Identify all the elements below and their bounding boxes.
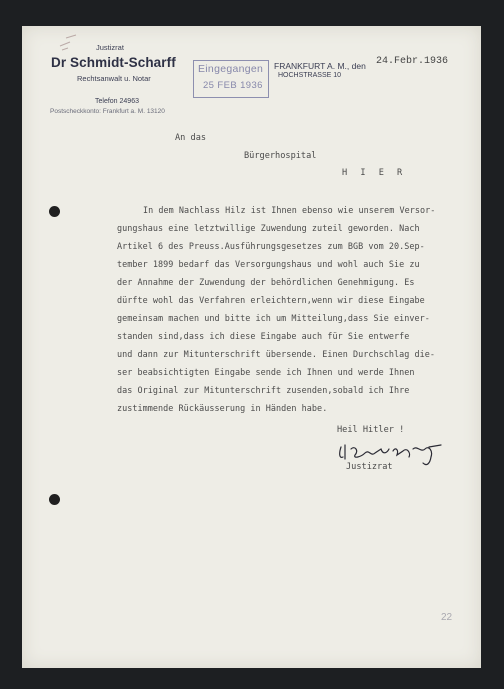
letter-date: 24.Febr.1936	[376, 56, 449, 67]
letterhead-role: Rechtsanwalt u. Notar	[77, 74, 151, 83]
body-line: zustimmende Rückäusserung in Händen habe.	[117, 403, 328, 413]
letter-page	[22, 26, 481, 668]
body-line: ser beabsichtigten Eingabe sende ich Ihnen und werde Ihnen	[117, 367, 415, 377]
pencil-page-number: 22	[441, 612, 453, 623]
closing-greeting: Heil Hitler !	[337, 425, 405, 435]
place-street: HOCHSTRASSE 10	[278, 72, 342, 79]
body-line: das Original zur Mitunterschrift zusenden,sobald ich Ihre	[117, 385, 410, 395]
signer-title: Justizrat	[346, 462, 393, 472]
address-line-1: An das	[175, 133, 207, 143]
body-line: und dann zur Mitunterschrift übersende. Einen Durchschlag die-	[117, 349, 436, 359]
body-line: gemeinsam machen und bitte ich um Mitteilung,dass Sie einver-	[117, 313, 430, 323]
punch-hole	[49, 494, 60, 505]
body-line: dürfte wohl das Verfahren erleichtern,wenn wir diese Eingabe	[117, 295, 425, 305]
letterhead-postcheck: Postscheckkonto: Frankfurt a. M. 13120	[50, 108, 165, 115]
body-line: Artikel 6 des Preuss.Ausführungsgesetzes zum BGB vom 20.Sep-	[117, 241, 425, 251]
body-line: tember 1899 bedarf das Versorgungshaus und wohl auch Sie zu	[117, 259, 420, 269]
punch-hole	[49, 206, 60, 217]
body-line: der Annahme der Zuwendung der behördlichen Genehmigung. Es	[117, 277, 415, 287]
letterhead-name: Dr Schmidt-Scharff	[51, 55, 176, 70]
place-city: FRANKFURT A. M., den	[274, 61, 366, 71]
stamp-date: 25 FEB 1936	[203, 80, 263, 91]
address-line-3: H I E R	[342, 168, 407, 178]
body-line: gungshaus eine letztwillige Zuwendung zuteil geworden. Nach	[117, 223, 420, 233]
stamp-label: Eingegangen	[198, 63, 264, 75]
body-line: standen sind,dass ich diese Eingabe auch für Sie entwerfe	[117, 331, 410, 341]
letterhead-phone: Telefon 24963	[95, 98, 139, 105]
received-stamp	[193, 60, 269, 98]
letterhead-title: Justizrat	[96, 43, 124, 52]
pencil-mark	[56, 32, 84, 52]
address-line-2: Bürgerhospital	[244, 151, 317, 161]
body-line: In dem Nachlass Hilz ist Ihnen ebenso wie unserem Versor-	[143, 205, 436, 215]
